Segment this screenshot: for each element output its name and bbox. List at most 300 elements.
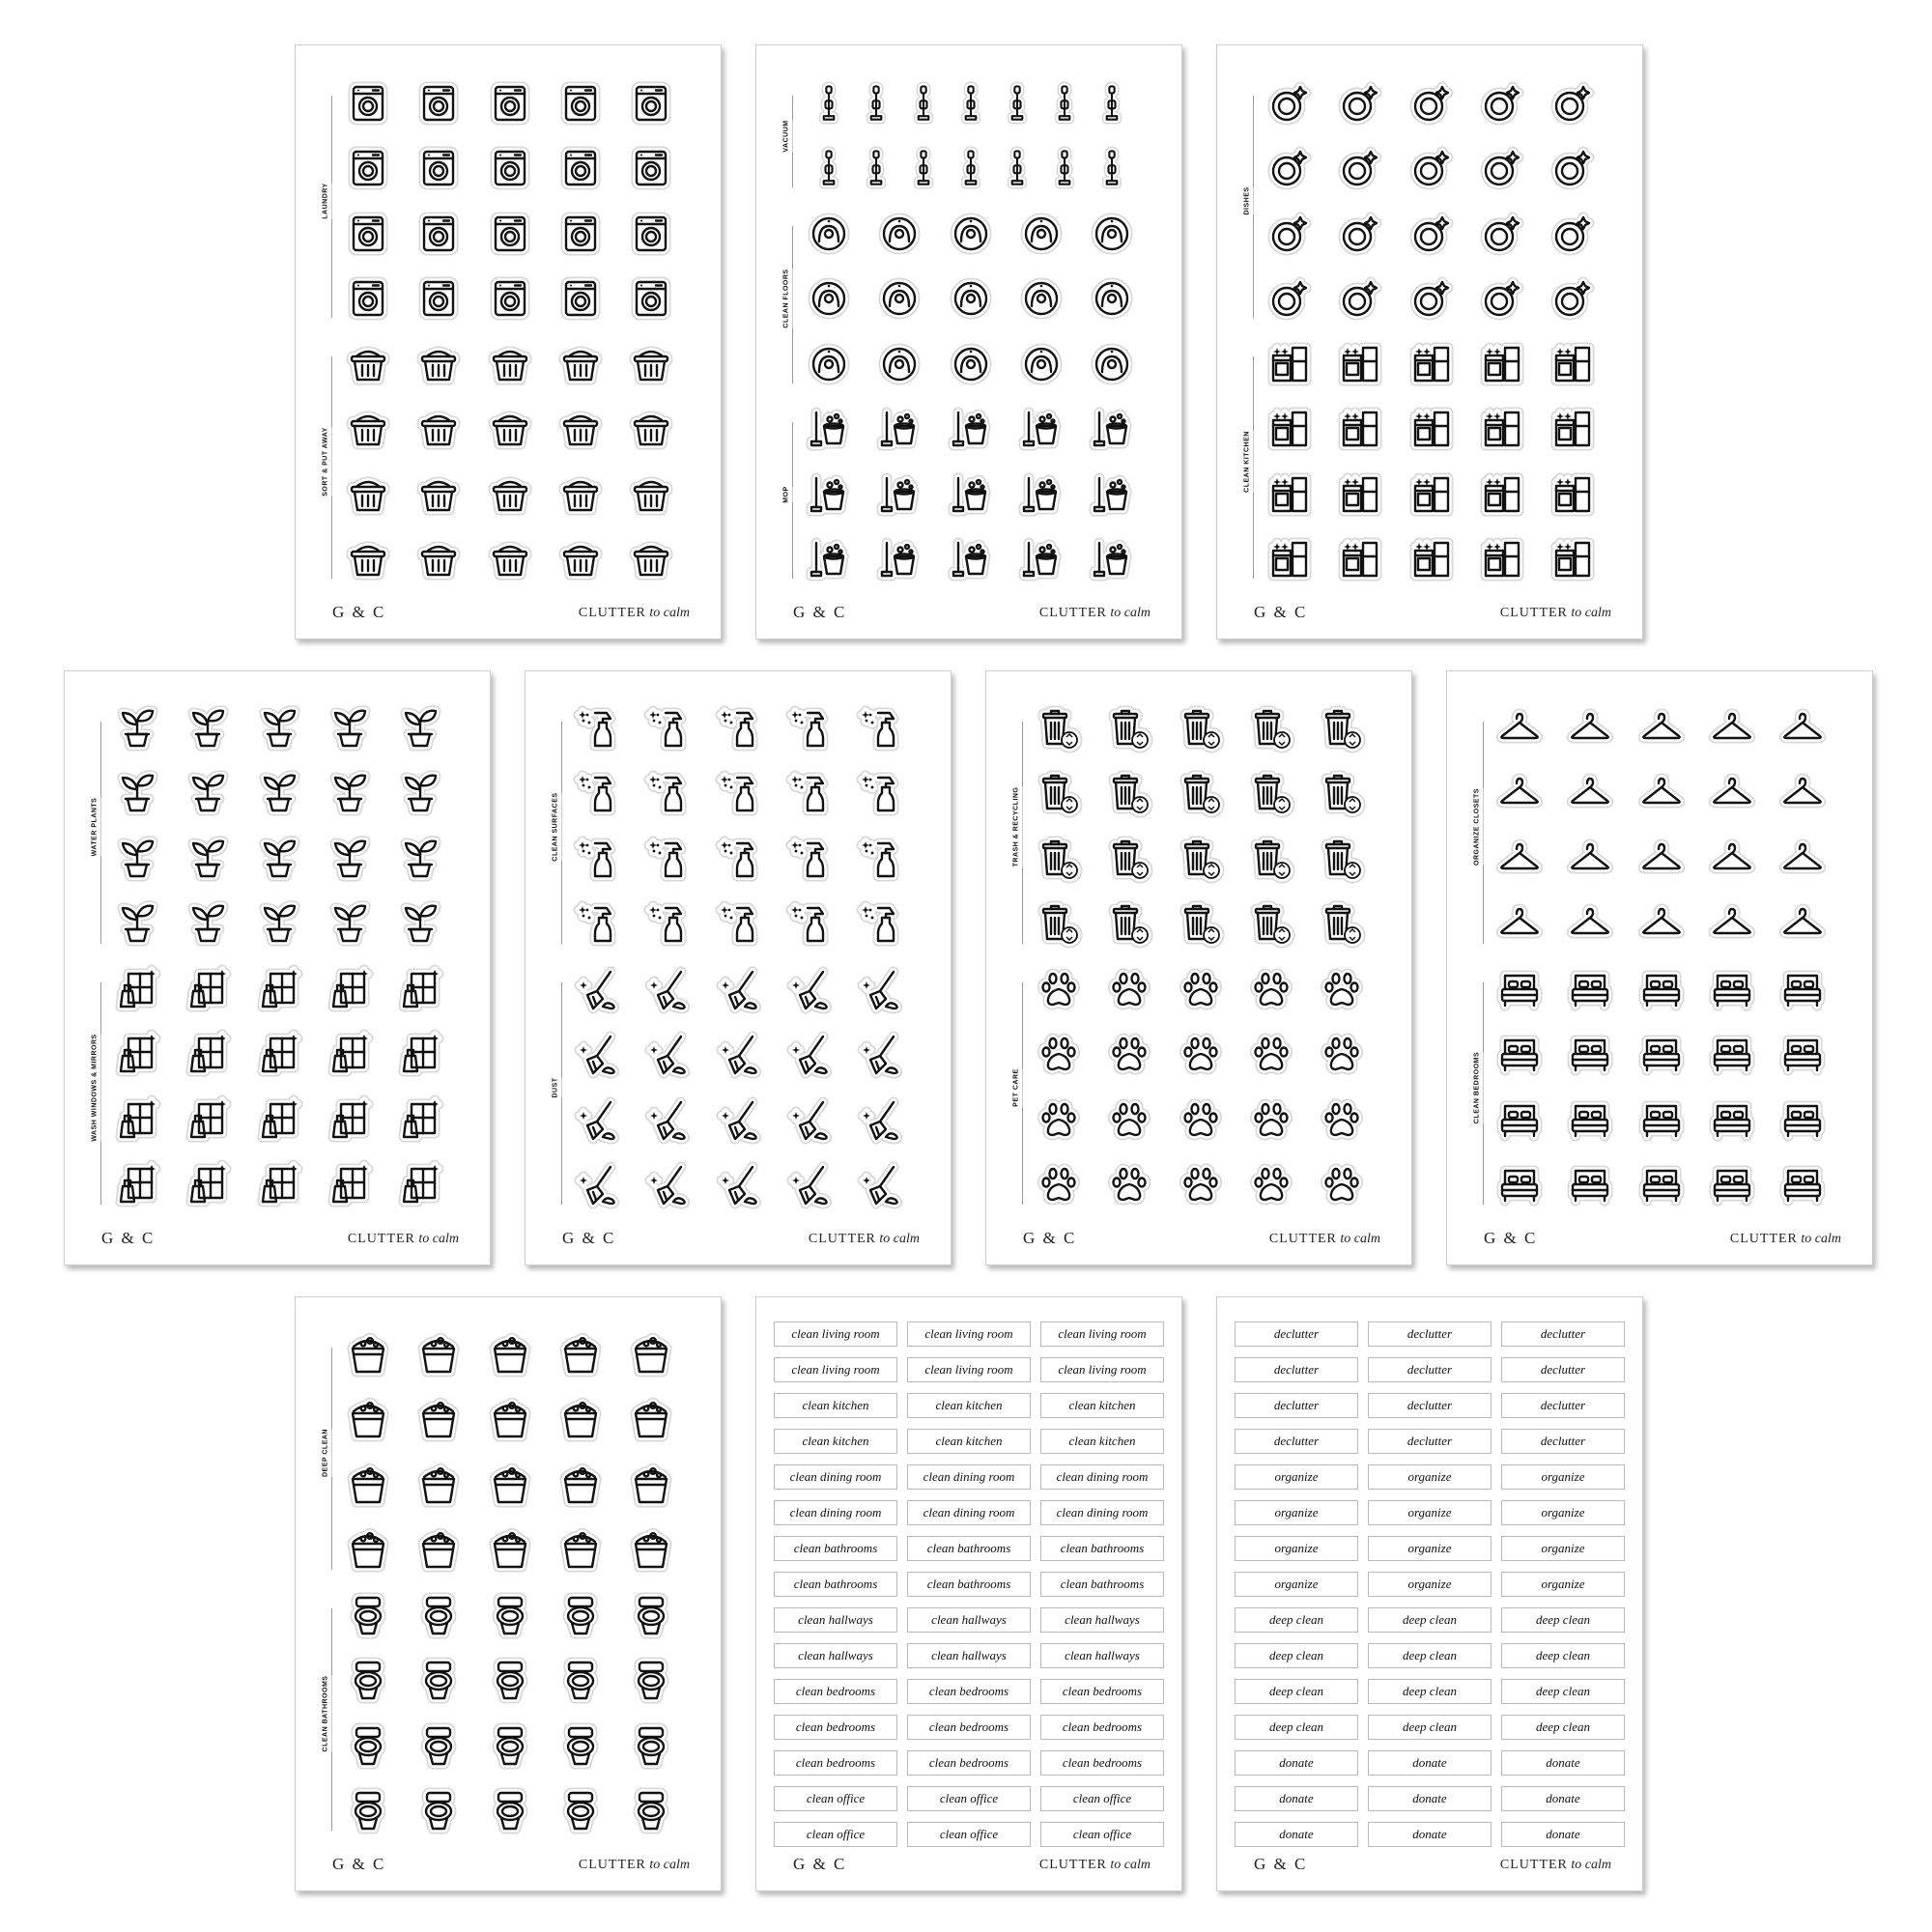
word-sticker: clean bedrooms bbox=[774, 1715, 897, 1740]
washing-machine-icon bbox=[486, 79, 534, 128]
paw-print-icon bbox=[1247, 1031, 1295, 1079]
potted-plant-icon bbox=[113, 836, 161, 884]
washing-machine-icon bbox=[556, 79, 605, 128]
potted-plant-icon bbox=[396, 836, 444, 884]
toilet-icon bbox=[486, 1722, 534, 1771]
word-sticker: donate bbox=[1368, 1822, 1492, 1847]
hanger-icon bbox=[1495, 705, 1544, 753]
bed-icon bbox=[1566, 1096, 1614, 1145]
robot-vacuum-icon bbox=[875, 340, 923, 388]
washing-machine-icon bbox=[414, 144, 463, 192]
washing-machine-icon bbox=[414, 79, 463, 128]
trash-recycle-icon bbox=[1035, 836, 1083, 884]
laundry-basket-icon bbox=[627, 535, 675, 583]
broom-dust-icon bbox=[574, 1031, 622, 1079]
potted-plant-icon bbox=[255, 900, 303, 949]
spray-bottle-icon bbox=[857, 705, 905, 753]
laundry-basket-icon bbox=[556, 340, 605, 388]
section-label: LAUNDRY bbox=[320, 183, 332, 218]
bed-icon bbox=[1778, 966, 1827, 1014]
word-sticker: clean hallways bbox=[1040, 1643, 1164, 1668]
window-spray-icon bbox=[396, 966, 444, 1014]
mop-bucket-icon bbox=[805, 470, 853, 519]
laundry-basket-icon bbox=[414, 405, 463, 453]
word-sticker: deep clean bbox=[1501, 1643, 1625, 1668]
kitchen-icon bbox=[1336, 535, 1384, 583]
trash-recycle-icon bbox=[1177, 836, 1225, 884]
laundry-basket-icon bbox=[486, 405, 534, 453]
paw-print-icon bbox=[1177, 1096, 1225, 1145]
hanger-icon bbox=[1566, 836, 1614, 884]
hanger-icon bbox=[1495, 900, 1544, 949]
word-sticker: donate bbox=[1235, 1786, 1358, 1811]
vacuum-icon bbox=[808, 82, 850, 125]
mop-bucket-icon bbox=[1017, 470, 1065, 519]
laundry-basket-icon bbox=[627, 405, 675, 453]
trash-recycle-icon bbox=[1177, 900, 1225, 949]
brand-mark: G & C bbox=[1254, 1855, 1308, 1873]
word-sticker: clean bathrooms bbox=[774, 1572, 897, 1597]
mop-bucket-icon bbox=[1088, 470, 1136, 519]
word-sticker: organize bbox=[1501, 1536, 1625, 1561]
window-spray-icon bbox=[396, 1096, 444, 1145]
vacuum-icon bbox=[902, 82, 945, 125]
word-sticker: clean bedrooms bbox=[1040, 1679, 1164, 1704]
window-spray-icon bbox=[113, 966, 161, 1014]
word-sticker: clean kitchen bbox=[1040, 1429, 1164, 1454]
word-sticker: clean living room bbox=[1040, 1321, 1164, 1347]
window-spray-icon bbox=[113, 1031, 161, 1079]
sparkling-plate-icon bbox=[1478, 144, 1526, 192]
footer-title-upper: CLUTTER bbox=[1499, 1858, 1568, 1872]
bucket-icon bbox=[627, 1526, 675, 1575]
paw-print-icon bbox=[1105, 966, 1153, 1014]
paw-print-icon bbox=[1177, 1031, 1225, 1079]
section-label: TRASH & RECYCLING bbox=[1010, 787, 1023, 867]
window-spray-icon bbox=[255, 1031, 303, 1079]
bucket-icon bbox=[556, 1526, 605, 1575]
spray-bottle-icon bbox=[716, 836, 764, 884]
section-label: DUST bbox=[550, 1077, 562, 1097]
hanger-icon bbox=[1637, 836, 1686, 884]
word-sticker: clean office bbox=[774, 1822, 897, 1847]
paw-print-icon bbox=[1035, 1031, 1083, 1079]
footer-title bbox=[1039, 1858, 1151, 1873]
section-label: VACUUM bbox=[781, 120, 793, 152]
bucket-icon bbox=[486, 1396, 534, 1444]
mop-bucket-icon bbox=[947, 535, 995, 583]
sparkling-plate-icon bbox=[1407, 274, 1456, 323]
word-sticker: clean kitchen bbox=[774, 1393, 897, 1418]
bed-icon bbox=[1778, 1031, 1827, 1079]
laundry-basket-icon bbox=[486, 470, 534, 519]
window-spray-icon bbox=[255, 966, 303, 1014]
word-sticker: clean office bbox=[774, 1786, 897, 1811]
vacuum-icon bbox=[855, 82, 897, 125]
paw-print-icon bbox=[1035, 966, 1083, 1014]
laundry-basket-icon bbox=[344, 340, 392, 388]
hanger-icon bbox=[1778, 836, 1827, 884]
window-spray-icon bbox=[184, 1096, 232, 1145]
word-sticker: clean kitchen bbox=[774, 1429, 897, 1454]
spray-bottle-icon bbox=[716, 705, 764, 753]
spray-bottle-icon bbox=[574, 705, 622, 753]
footer-title-upper: CLUTTER bbox=[1729, 1232, 1798, 1246]
hanger-icon bbox=[1495, 836, 1544, 884]
brand-mark: G & C bbox=[332, 603, 386, 621]
spray-bottle-icon bbox=[574, 900, 622, 949]
bed-icon bbox=[1708, 1031, 1756, 1079]
kitchen-icon bbox=[1548, 535, 1597, 583]
mop-bucket-icon bbox=[947, 470, 995, 519]
bed-icon bbox=[1708, 966, 1756, 1014]
hanger-icon bbox=[1778, 770, 1827, 818]
window-spray-icon bbox=[326, 966, 374, 1014]
section-label: MOP bbox=[781, 486, 793, 502]
sparkling-plate-icon bbox=[1336, 210, 1384, 258]
brand-mark: G & C bbox=[101, 1229, 156, 1247]
sticker-sheet-deep-clean bbox=[295, 1296, 722, 1891]
word-sticker: clean hallways bbox=[774, 1643, 897, 1668]
word-sticker: clean office bbox=[1040, 1786, 1164, 1811]
vacuum-icon bbox=[902, 147, 945, 189]
potted-plant-icon bbox=[184, 900, 232, 949]
bucket-icon bbox=[556, 1396, 605, 1444]
word-sticker: deep clean bbox=[1368, 1715, 1492, 1740]
footer-title-italic: to calm bbox=[414, 1232, 459, 1246]
word-sticker: deep clean bbox=[1235, 1643, 1358, 1668]
vacuum-icon bbox=[950, 82, 992, 125]
footer-title-upper: CLUTTER bbox=[1268, 1232, 1337, 1246]
spray-bottle-icon bbox=[786, 770, 835, 818]
word-sticker: donate bbox=[1368, 1786, 1492, 1811]
footer-title-italic: to calm bbox=[1567, 1858, 1611, 1872]
word-sticker: clean dining room bbox=[774, 1464, 897, 1490]
bucket-icon bbox=[414, 1526, 463, 1575]
word-sticker: clean office bbox=[907, 1786, 1031, 1811]
sparkling-plate-icon bbox=[1336, 144, 1384, 192]
trash-recycle-icon bbox=[1318, 900, 1366, 949]
word-sticker: clean bedrooms bbox=[774, 1679, 897, 1704]
washing-machine-icon bbox=[486, 274, 534, 323]
sticker-sheet-trash bbox=[985, 670, 1412, 1265]
word-sticker: clean kitchen bbox=[1040, 1393, 1164, 1418]
footer-title-upper: CLUTTER bbox=[347, 1232, 415, 1246]
spray-bottle-icon bbox=[644, 836, 693, 884]
hanger-icon bbox=[1495, 770, 1544, 818]
trash-recycle-icon bbox=[1105, 900, 1153, 949]
washing-machine-icon bbox=[556, 210, 605, 258]
word-sticker: clean bedrooms bbox=[1040, 1750, 1164, 1776]
kitchen-icon bbox=[1407, 535, 1456, 583]
sticker-sheet-plants bbox=[64, 670, 491, 1265]
toilet-icon bbox=[556, 1722, 605, 1771]
window-spray-icon bbox=[184, 1031, 232, 1079]
word-sticker: declutter bbox=[1368, 1429, 1492, 1454]
bed-icon bbox=[1637, 966, 1686, 1014]
brand-mark: G & C bbox=[1254, 603, 1308, 621]
broom-dust-icon bbox=[857, 1161, 905, 1209]
trash-recycle-icon bbox=[1318, 770, 1366, 818]
hanger-icon bbox=[1566, 770, 1614, 818]
hanger-icon bbox=[1566, 705, 1614, 753]
robot-vacuum-icon bbox=[1088, 274, 1136, 323]
broom-dust-icon bbox=[644, 1161, 693, 1209]
word-sticker: deep clean bbox=[1368, 1679, 1492, 1704]
footer-title-italic: to calm bbox=[1106, 606, 1151, 620]
laundry-basket-icon bbox=[556, 405, 605, 453]
word-sticker: organize bbox=[1501, 1500, 1625, 1525]
trash-recycle-icon bbox=[1105, 770, 1153, 818]
toilet-icon bbox=[414, 1592, 463, 1640]
spray-bottle-icon bbox=[857, 836, 905, 884]
trash-recycle-icon bbox=[1318, 836, 1366, 884]
word-sticker: declutter bbox=[1235, 1321, 1358, 1347]
word-sticker: clean living room bbox=[907, 1321, 1031, 1347]
word-sticker: clean dining room bbox=[907, 1500, 1031, 1525]
potted-plant-icon bbox=[326, 900, 374, 949]
kitchen-icon bbox=[1336, 470, 1384, 519]
potted-plant-icon bbox=[113, 770, 161, 818]
sparkling-plate-icon bbox=[1548, 274, 1597, 323]
section-label: CLEAN FLOORS bbox=[781, 270, 793, 328]
toilet-icon bbox=[627, 1657, 675, 1705]
hanger-icon bbox=[1778, 705, 1827, 753]
window-spray-icon bbox=[326, 1096, 374, 1145]
footer-title bbox=[1500, 1858, 1611, 1873]
section-label: CLEAN BEDROOMS bbox=[1471, 1052, 1484, 1123]
trash-recycle-icon bbox=[1177, 705, 1225, 753]
word-sticker: clean hallways bbox=[774, 1607, 897, 1633]
broom-dust-icon bbox=[716, 1161, 764, 1209]
footer-title bbox=[1039, 606, 1151, 621]
word-sticker: donate bbox=[1501, 1822, 1625, 1847]
trash-recycle-icon bbox=[1247, 705, 1295, 753]
robot-vacuum-icon bbox=[1088, 210, 1136, 258]
footer-title-upper: CLUTTER bbox=[808, 1232, 876, 1246]
footer-title-italic: to calm bbox=[1336, 1232, 1380, 1246]
footer-title bbox=[579, 606, 690, 621]
word-sticker: clean bathrooms bbox=[1040, 1572, 1164, 1597]
washing-machine-icon bbox=[556, 144, 605, 192]
word-sticker: deep clean bbox=[1501, 1679, 1625, 1704]
word-sticker: donate bbox=[1235, 1750, 1358, 1776]
washing-machine-icon bbox=[627, 210, 675, 258]
broom-dust-icon bbox=[574, 1096, 622, 1145]
word-sticker: clean living room bbox=[774, 1357, 897, 1382]
washing-machine-icon bbox=[414, 210, 463, 258]
word-sticker: clean bathrooms bbox=[774, 1536, 897, 1561]
laundry-basket-icon bbox=[344, 470, 392, 519]
laundry-basket-icon bbox=[414, 535, 463, 583]
word-sticker: declutter bbox=[1368, 1357, 1492, 1382]
sparkling-plate-icon bbox=[1336, 79, 1384, 128]
window-spray-icon bbox=[113, 1096, 161, 1145]
washing-machine-icon bbox=[344, 144, 392, 192]
robot-vacuum-icon bbox=[1017, 210, 1065, 258]
word-sticker: deep clean bbox=[1235, 1679, 1358, 1704]
laundry-basket-icon bbox=[344, 405, 392, 453]
window-spray-icon bbox=[326, 1031, 374, 1079]
mop-bucket-icon bbox=[1088, 405, 1136, 453]
bed-icon bbox=[1708, 1161, 1756, 1209]
window-spray-icon bbox=[396, 1161, 444, 1209]
trash-recycle-icon bbox=[1105, 836, 1153, 884]
footer-title bbox=[1500, 606, 1611, 621]
word-sticker: clean kitchen bbox=[907, 1429, 1031, 1454]
mop-bucket-icon bbox=[875, 405, 923, 453]
spray-bottle-icon bbox=[857, 900, 905, 949]
paw-print-icon bbox=[1247, 1096, 1295, 1145]
word-sticker: clean bedrooms bbox=[774, 1750, 897, 1776]
sticker-sheet-room-words bbox=[755, 1296, 1182, 1891]
bed-icon bbox=[1495, 1096, 1544, 1145]
mop-bucket-icon bbox=[805, 535, 853, 583]
mop-bucket-icon bbox=[1088, 535, 1136, 583]
section-label: SORT & PUT AWAY bbox=[320, 427, 332, 497]
bucket-icon bbox=[556, 1331, 605, 1379]
bucket-icon bbox=[556, 1462, 605, 1510]
toilet-icon bbox=[486, 1657, 534, 1705]
word-sticker: clean office bbox=[1040, 1822, 1164, 1847]
washing-machine-icon bbox=[344, 274, 392, 323]
mop-bucket-icon bbox=[875, 470, 923, 519]
robot-vacuum-icon bbox=[1017, 274, 1065, 323]
potted-plant-icon bbox=[184, 836, 232, 884]
trash-recycle-icon bbox=[1247, 836, 1295, 884]
footer-title bbox=[1730, 1232, 1841, 1247]
word-sticker: clean living room bbox=[774, 1321, 897, 1347]
window-spray-icon bbox=[113, 1161, 161, 1209]
hanger-icon bbox=[1637, 705, 1686, 753]
window-spray-icon bbox=[326, 1161, 374, 1209]
bucket-icon bbox=[344, 1396, 392, 1444]
potted-plant-icon bbox=[326, 705, 374, 753]
spray-bottle-icon bbox=[857, 770, 905, 818]
sparkling-plate-icon bbox=[1407, 144, 1456, 192]
word-sticker: clean hallways bbox=[907, 1643, 1031, 1668]
window-spray-icon bbox=[255, 1161, 303, 1209]
section-label: CLEAN SURFACES bbox=[550, 792, 562, 861]
brand-mark: G & C bbox=[332, 1855, 386, 1873]
word-sticker: clean bathrooms bbox=[1040, 1536, 1164, 1561]
word-sticker: clean dining room bbox=[1040, 1464, 1164, 1490]
spray-bottle-icon bbox=[574, 770, 622, 818]
spray-bottle-icon bbox=[786, 836, 835, 884]
mop-bucket-icon bbox=[1017, 535, 1065, 583]
washing-machine-icon bbox=[344, 79, 392, 128]
bed-icon bbox=[1778, 1096, 1827, 1145]
spray-bottle-icon bbox=[644, 770, 693, 818]
footer-title-italic: to calm bbox=[1567, 606, 1611, 620]
hanger-icon bbox=[1708, 900, 1756, 949]
paw-print-icon bbox=[1318, 1031, 1366, 1079]
word-sticker: organize bbox=[1235, 1572, 1358, 1597]
broom-dust-icon bbox=[644, 1031, 693, 1079]
word-sticker: organize bbox=[1368, 1464, 1492, 1490]
spray-bottle-icon bbox=[716, 770, 764, 818]
potted-plant-icon bbox=[326, 836, 374, 884]
vacuum-icon bbox=[808, 147, 850, 189]
word-sticker: declutter bbox=[1501, 1429, 1625, 1454]
brand-mark: G & C bbox=[793, 603, 847, 621]
bed-icon bbox=[1778, 1161, 1827, 1209]
hanger-icon bbox=[1708, 705, 1756, 753]
word-sticker: clean bedrooms bbox=[907, 1715, 1031, 1740]
word-sticker: declutter bbox=[1501, 1357, 1625, 1382]
robot-vacuum-icon bbox=[947, 340, 995, 388]
robot-vacuum-icon bbox=[875, 274, 923, 323]
kitchen-icon bbox=[1265, 470, 1314, 519]
word-sticker: organize bbox=[1501, 1464, 1625, 1490]
kitchen-icon bbox=[1548, 470, 1597, 519]
word-sticker: organize bbox=[1501, 1572, 1625, 1597]
washing-machine-icon bbox=[627, 144, 675, 192]
laundry-basket-icon bbox=[627, 470, 675, 519]
spray-bottle-icon bbox=[786, 705, 835, 753]
bucket-icon bbox=[486, 1526, 534, 1575]
vacuum-icon bbox=[1091, 82, 1133, 125]
word-sticker: organize bbox=[1368, 1500, 1492, 1525]
potted-plant-icon bbox=[255, 836, 303, 884]
trash-recycle-icon bbox=[1105, 705, 1153, 753]
potted-plant-icon bbox=[255, 705, 303, 753]
sticker-sheet-closets bbox=[1446, 670, 1873, 1265]
section-label: CLEAN KITCHEN bbox=[1241, 431, 1254, 493]
vacuum-icon bbox=[855, 147, 897, 189]
potted-plant-icon bbox=[255, 770, 303, 818]
paw-print-icon bbox=[1247, 1161, 1295, 1209]
bucket-icon bbox=[414, 1462, 463, 1510]
word-sticker: organize bbox=[1368, 1536, 1492, 1561]
bucket-icon bbox=[414, 1331, 463, 1379]
kitchen-icon bbox=[1548, 340, 1597, 388]
word-sticker: clean living room bbox=[1040, 1357, 1164, 1382]
robot-vacuum-icon bbox=[947, 210, 995, 258]
bed-icon bbox=[1566, 1031, 1614, 1079]
paw-print-icon bbox=[1247, 966, 1295, 1014]
footer-title-italic: to calm bbox=[1106, 1858, 1151, 1872]
bed-icon bbox=[1566, 1161, 1614, 1209]
brand-mark: G & C bbox=[562, 1229, 616, 1247]
potted-plant-icon bbox=[113, 705, 161, 753]
brand-mark: G & C bbox=[1484, 1229, 1538, 1247]
word-sticker: organize bbox=[1235, 1536, 1358, 1561]
sparkling-plate-icon bbox=[1336, 274, 1384, 323]
section-label: DISHES bbox=[1241, 186, 1254, 214]
word-sticker: declutter bbox=[1368, 1393, 1492, 1418]
laundry-basket-icon bbox=[414, 470, 463, 519]
footer-title bbox=[809, 1232, 920, 1247]
kitchen-icon bbox=[1407, 470, 1456, 519]
vacuum-icon bbox=[996, 82, 1038, 125]
laundry-basket-icon bbox=[344, 535, 392, 583]
word-sticker: clean bedrooms bbox=[1040, 1715, 1164, 1740]
word-sticker: clean dining room bbox=[774, 1500, 897, 1525]
word-sticker: organize bbox=[1235, 1464, 1358, 1490]
potted-plant-icon bbox=[326, 770, 374, 818]
paw-print-icon bbox=[1035, 1096, 1083, 1145]
hanger-icon bbox=[1778, 900, 1827, 949]
window-spray-icon bbox=[184, 1161, 232, 1209]
word-sticker: donate bbox=[1501, 1786, 1625, 1811]
bed-icon bbox=[1637, 1161, 1686, 1209]
mop-bucket-icon bbox=[875, 535, 923, 583]
spray-bottle-icon bbox=[786, 900, 835, 949]
bucket-icon bbox=[344, 1331, 392, 1379]
footer-title bbox=[1269, 1232, 1380, 1247]
section-label: PET CARE bbox=[1010, 1068, 1023, 1106]
